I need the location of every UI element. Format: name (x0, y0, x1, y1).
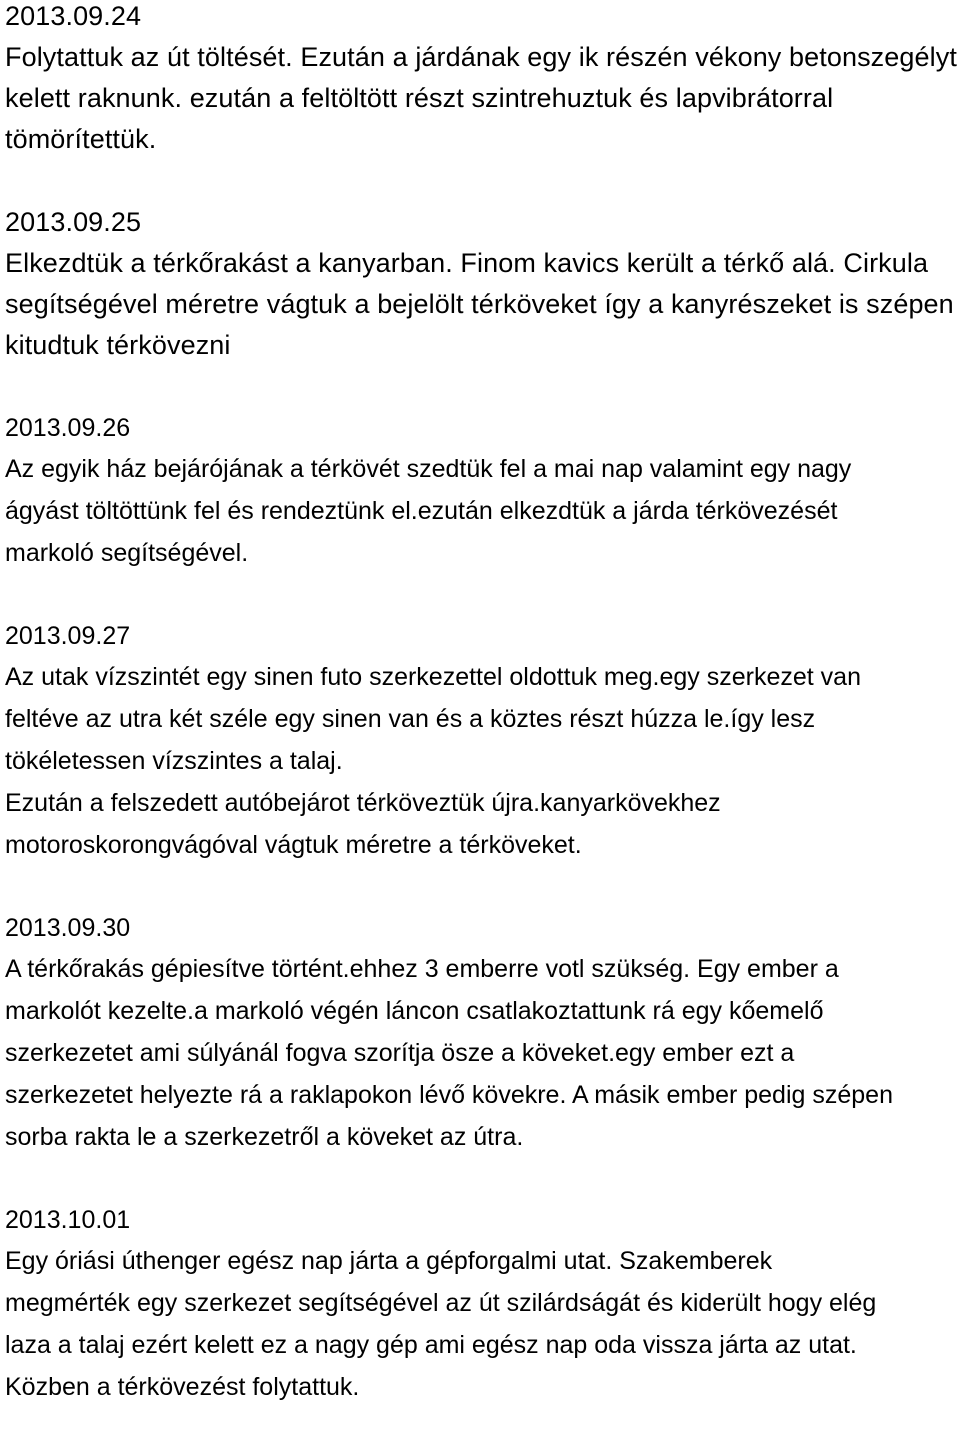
entry-text-line: A térkőrakás gépiesítve történt.ehhez 3 emberre votl szükség. Egy ember a (5, 955, 839, 983)
entry-text-line: markoló segítségével. (5, 539, 249, 567)
entry-text-line: Közben a térkövezést folytattuk. (5, 1373, 360, 1401)
entry-date: 2013.09.30 (5, 914, 131, 942)
entry-date: 2013.09.25 (5, 207, 142, 237)
entry-date: 2013.09.26 (5, 414, 131, 442)
entry-date: 2013.09.24 (5, 1, 142, 31)
entry-date: 2013.10.01 (5, 1206, 131, 1234)
journal-entry (5, 202, 960, 366)
entry-text-line: szerkezetet helyezte rá a raklapokon lévő kövekre. A másik ember pedig szépen (5, 1081, 893, 1109)
entry-text-line: Az egyik ház bejárójának a térkövét szedtük fel a mai nap valamint egy nagy (5, 455, 852, 483)
entry-text-line: Folytattuk az út töltését. Ezután a járdának egy ik részén vékony betonszegélyt (5, 42, 957, 72)
entry-text-line: tökéletessen vízszintes a talaj. (5, 747, 343, 775)
entry-text-line: markolót kezelte.a markoló végén láncon csatlakoztattunk rá egy kőemelő (5, 997, 824, 1025)
journal-entry (5, 1200, 960, 1408)
entry-text-line: segítségével méretre vágtuk a bejelölt térköveket így a kanyrészeket is szépen (5, 289, 954, 319)
entry-date: 2013.09.27 (5, 622, 131, 650)
journal-entry (5, 908, 960, 1158)
entry-text-line: Ezután a felszedett autóbejárot térköveztük újra.kanyarkövekhez (5, 789, 721, 817)
entry-text-line: motoroskorongvágóval vágtuk méretre a térköveket. (5, 831, 582, 859)
entry-text-line: ágyást töltöttünk fel és rendeztünk el.ezután elkezdtük a járda térkövezését (5, 497, 838, 525)
entry-text-line: megmérték egy szerkezet segítségével az út szilárdságát és kiderült hogy elég (5, 1289, 877, 1317)
entry-text-line: szerkezetet ami súlyánál fogva szorítja ösze a köveket.egy ember ezt a (5, 1039, 795, 1067)
entry-text-line: feltéve az utra két széle egy sinen van és a köztes részt húzza le.így lesz (5, 705, 816, 733)
entry-text-line: laza a talaj ezért kelett ez a nagy gép ami egész nap oda vissza járta az utat. (5, 1331, 857, 1359)
entry-text-line: Egy óriási úthenger egész nap járta a gépforgalmi utat. Szakemberek (5, 1247, 773, 1275)
journal-entry (5, 408, 960, 574)
entry-text-line: kelett raknunk. ezután a feltöltött részt szintrehuztuk és lapvibrátorral (5, 83, 834, 113)
journal-entry (5, 0, 960, 160)
journal-entry (5, 616, 960, 866)
entry-text-line: tömörítettük. (5, 124, 157, 154)
entry-text-line: Elkezdtük a térkőrakást a kanyarban. Finom kavics került a térkő alá. Cirkula (5, 248, 929, 278)
entry-text-line: Az utak vízszintét egy sinen futo szerkezettel oldottuk meg.egy szerkezet van (5, 663, 861, 691)
journal-document (5, 0, 960, 1450)
entry-text-line: sorba rakta le a szerkezetről a köveket az útra. (5, 1123, 524, 1151)
entry-text-line: kitudtuk térkövezni (5, 330, 231, 360)
